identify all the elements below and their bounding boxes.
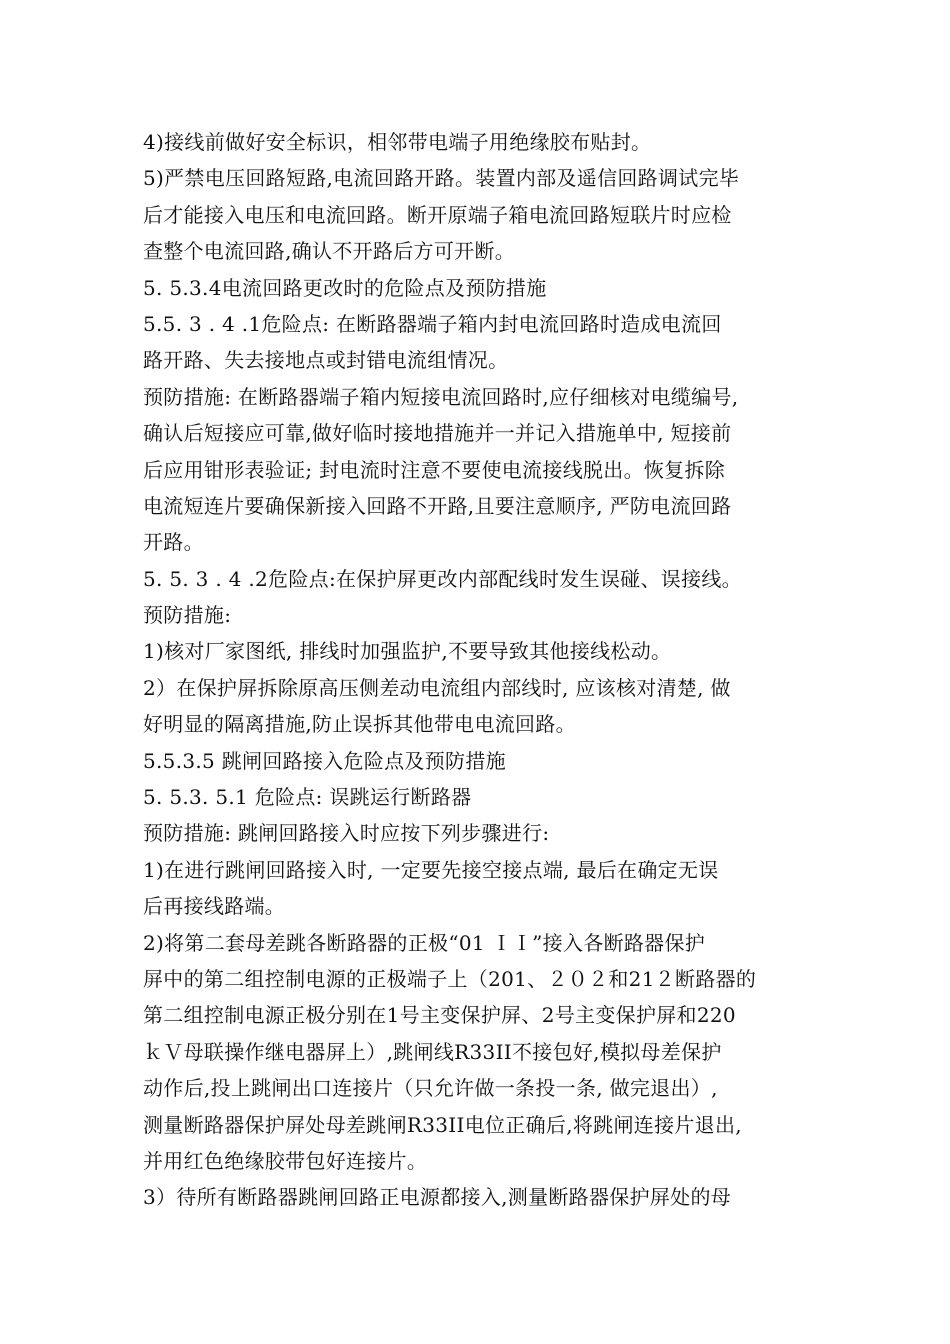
- text-line: 预防措施: 在断路器端子箱内短接电流回路时,应仔细核对电缆编号,: [143, 384, 739, 409]
- text-line: 2）在保护屏拆除原高压侧差动电流组内部线时, 应该核对清楚, 做: [143, 675, 731, 700]
- text-line: 预防措施: 跳闸回路接入时应按下列步骤进行:: [143, 821, 550, 846]
- text-line: 5. 5. 3 . 4 .2危险点:在保护屏更改内部配线时发生误碰、误接线。: [143, 566, 742, 591]
- document-body: [143, 124, 813, 1216]
- text-line: 预防措施:: [143, 603, 232, 628]
- text-line: 路开路、失去接地点或封错电流组情况。: [143, 348, 509, 373]
- text-line: 动作后,投上跳闸出口连接片（只允许做一条投一条, 做完退出）,: [143, 1076, 718, 1101]
- section-heading: 5. 5.3.4电流回路更改时的危险点及预防措施: [143, 275, 547, 300]
- text-line: 测量断路器保护屏处母差跳闸R33II电位正确后,将跳闸连接片退出,: [143, 1112, 742, 1137]
- text-line: 4)接线前做好安全标识，相邻带电端子用绝缘胶布贴封。: [143, 130, 652, 154]
- text-line: 2)将第二套母差跳各断路器的正极“01 ＩＩ”接入各断路器保护: [143, 930, 706, 955]
- text-line: 后应用钳形表验证; 封电流时注意不要使电流接线脱出。恢复拆除: [143, 457, 726, 482]
- text-line: ｋＶ母联操作继电器屏上）,跳闸线R33II不接包好,模拟母差保护: [143, 1039, 722, 1064]
- text-line: 5)严禁电压回路短路,电流回路开路。装置内部及遥信回路调试完毕: [143, 166, 740, 191]
- text-line: 电流短连片要确保新接入回路不开路,且要注意顺序, 严防电流回路: [143, 493, 732, 518]
- text-line: 1)核对厂家图纸, 排线时加强监护,不要导致其他接线松动。: [143, 639, 672, 664]
- text-line: 第二组控制电源正极分别在1号主变保护屏、2号主变保护屏和220: [143, 1003, 736, 1028]
- text-line: 3）待所有断路器跳闸回路正电源都接入,测量断路器保护屏处的母: [143, 1185, 732, 1210]
- section-heading: 5.5.3.5 跳闸回路接入危险点及预防措施: [143, 748, 506, 773]
- text-line: 开路。: [143, 530, 204, 555]
- text-line: 5. 5.3. 5.1 危险点: 误跳运行断路器: [143, 785, 472, 810]
- text-line: 好明显的隔离措施,防止误拆其他带电电流回路。: [143, 712, 576, 737]
- text-line: 查整个电流回路,确认不开路后方可开断。: [143, 239, 516, 264]
- text-line: 1)在进行跳闸回路接入时, 一定要先接空接点端, 最后在确定无误: [143, 857, 719, 882]
- text-line: 屏中的第二组控制电源的正极端子上（201、２０２和21２断路器的: [143, 966, 757, 991]
- text-line: 并用红色绝缘胶带包好连接片。: [143, 1148, 428, 1173]
- text-line: 5.5. 3 . 4 .1危险点: 在断路器端子箱内封电流回路时造成电流回: [143, 311, 722, 336]
- text-line: 确认后短接应可靠,做好临时接地措施并一并记入措施单中, 短接前: [143, 421, 732, 446]
- text-line: 后再接线路端。: [143, 894, 286, 919]
- text-line: 后才能接入电压和电流回路。断开原端子箱电流回路短联片时应检: [143, 202, 732, 227]
